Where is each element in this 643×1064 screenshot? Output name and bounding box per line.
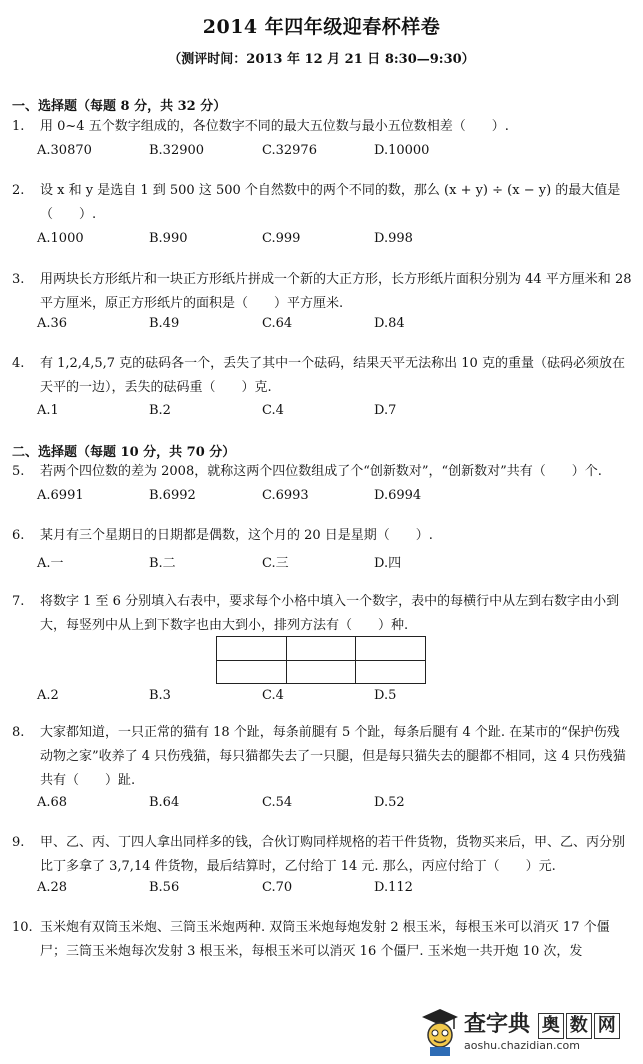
option-b: B.64 [149, 795, 180, 810]
graduate-mascot-icon [420, 1005, 460, 1057]
question-5 [12, 460, 632, 484]
question-number: 4. [12, 356, 25, 371]
logo-name-c: 数 [566, 1013, 592, 1039]
option-b: B.56 [149, 880, 180, 895]
option-d: D.998 [374, 231, 413, 246]
question-text: 用 0~4 五个数字组成的，各位数字不同的最大五位数与最小五位数相差（ ）. [40, 119, 509, 134]
question-text: 有 1,2,4,5,7 克的砝码各一个，丢失了其中一个砝码，结果天平无法称出 10 克的重量（砝码必须放在天平的一边），丢失的砝码重（ ）克. [40, 356, 625, 395]
option-a: A.2 [37, 688, 59, 703]
logo-name-d: 网 [594, 1013, 620, 1039]
number-grid [216, 636, 426, 684]
question-8 [12, 721, 632, 793]
option-d: D.112 [374, 880, 413, 895]
option-b: B.二 [149, 556, 176, 571]
grid-cell [286, 660, 356, 684]
logo-name-a: 查字典 [464, 1012, 531, 1037]
grid-cell [356, 637, 426, 661]
logo-name-b: 奥 [538, 1013, 564, 1039]
section-heading-2: 二、选择题（每题 10 分，共 70 分） [12, 445, 236, 460]
question-text: 玉米炮有双筒玉米炮、三筒玉米炮两种. 双筒玉米炮每炮发射 2 根玉米，每根玉米可以消灭 17 个僵尸；三筒玉米炮每次发射 3 根玉米，每根玉米可以消灭 16 个僵尸. 玉米炮一共开炮 10 次，发 [40, 920, 610, 959]
option-d: D.52 [374, 795, 405, 810]
question-number: 5. [12, 464, 25, 479]
page-title: 2014 年四年级迎春杯样卷 [202, 16, 441, 38]
grid-cell [217, 660, 287, 684]
question-9-options [37, 880, 597, 900]
site-logo [420, 1005, 635, 1060]
option-d: D.84 [374, 316, 405, 331]
option-c: C.70 [262, 880, 293, 895]
option-b: B.6992 [149, 488, 196, 503]
question-text: 用两块长方形纸片和一块正方形纸片拼成一个新的大正方形，长方形纸片面积分别为 44 平方厘米和 28 平方厘米，原正方形纸片的面积是（ ）平方厘米. [40, 272, 632, 311]
question-text: 某月有三个星期日的日期都是偶数，这个月的 20 日是星期（ ）. [40, 528, 433, 543]
page-subtitle: （测评时间：2013 年 12 月 21 日 8:30—9:30） [168, 52, 475, 67]
question-3-options [37, 316, 597, 336]
question-number: 3. [12, 272, 25, 287]
question-1 [12, 115, 632, 139]
option-a: A.30870 [37, 143, 92, 158]
option-b: B.2 [149, 403, 171, 418]
option-d: D.6994 [374, 488, 422, 503]
option-b: B.49 [149, 316, 180, 331]
grid-cell [356, 660, 426, 684]
question-number: 7. [12, 594, 25, 609]
option-b: B.990 [149, 231, 188, 246]
option-b: B.32900 [149, 143, 205, 158]
question-number: 1. [12, 119, 25, 134]
option-d: D.四 [374, 556, 402, 571]
section-heading-1: 一、选择题（每题 8 分，共 32 分） [12, 99, 227, 114]
question-number: 8. [12, 725, 25, 740]
question-6-options [37, 552, 597, 572]
grid-cell [286, 637, 356, 661]
question-2-options [37, 231, 597, 251]
option-d: D.7 [374, 403, 397, 418]
question-text: 大家都知道，一只正常的猫有 18 个趾，每条前腿有 5 个趾，每条后腿有 4 个趾. 在某市的“保护伤残动物之家”收养了 4 只伤残猫，每只猫都失去了一只腿，但是每只猫失去的腿都不相同，这 4 只伤残猫共有（ ）趾. [40, 725, 626, 788]
option-c: C.三 [262, 556, 289, 571]
option-c: C.6993 [262, 488, 309, 503]
grid-cell [217, 637, 287, 661]
logo-text [464, 1007, 622, 1039]
question-number: 2. [12, 183, 25, 198]
question-3 [12, 268, 632, 316]
question-4 [12, 352, 632, 400]
option-a: A.6991 [37, 488, 84, 503]
question-7-options [37, 688, 597, 708]
option-a: A.一 [37, 556, 64, 571]
option-a: A.1000 [37, 231, 84, 246]
question-8-options [37, 795, 597, 815]
question-6 [12, 524, 632, 548]
option-c: C.54 [262, 795, 293, 810]
question-5-options [37, 488, 597, 508]
question-number: 10. [12, 920, 33, 935]
question-text: 若两个四位数的差为 2008，就称这两个四位数组成了个“创新数对”，“创新数对”共有（ ）个. [40, 464, 602, 479]
option-a: A.1 [37, 403, 59, 418]
question-1-options [37, 143, 597, 163]
option-a: A.36 [37, 316, 68, 331]
option-c: C.999 [262, 231, 301, 246]
question-4-options [37, 403, 597, 423]
question-number: 6. [12, 528, 25, 543]
question-9 [12, 831, 632, 879]
question-text: 将数字 1 至 6 分别填入右表中，要求每个小格中填入一个数字，表中的每横行中从左到右数字由小到大，每竖列中从上到下数字也由大到小，排列方法有（ ）种. [40, 594, 620, 633]
question-2 [12, 179, 632, 227]
option-b: B.3 [149, 688, 171, 703]
option-c: C.4 [262, 688, 284, 703]
option-a: A.68 [37, 795, 68, 810]
logo-url: aoshu.chazidian.com [464, 1039, 580, 1052]
option-d: D.5 [374, 688, 397, 703]
question-number: 9. [12, 835, 25, 850]
option-c: C.32976 [262, 143, 317, 158]
option-c: C.4 [262, 403, 284, 418]
option-a: A.28 [37, 880, 68, 895]
option-d: D.10000 [374, 143, 430, 158]
question-10 [12, 916, 632, 964]
question-text: 设 x 和 y 是选自 1 到 500 这 500 个自然数中的两个不同的数，那么 (x + y) ÷ (x − y) 的最大值是（ ）. [40, 183, 621, 222]
question-text: 甲、乙、丙、丁四人拿出同样多的钱，合伙订购同样规格的若干件货物，货物买来后，甲、乙、丙分别比丁多拿了 3,7,14 件货物，最后结算时，乙付给丁 14 元. 那么，丙应付给丁（ ）元. [40, 835, 626, 874]
option-c: C.64 [262, 316, 293, 331]
question-7 [12, 590, 632, 638]
